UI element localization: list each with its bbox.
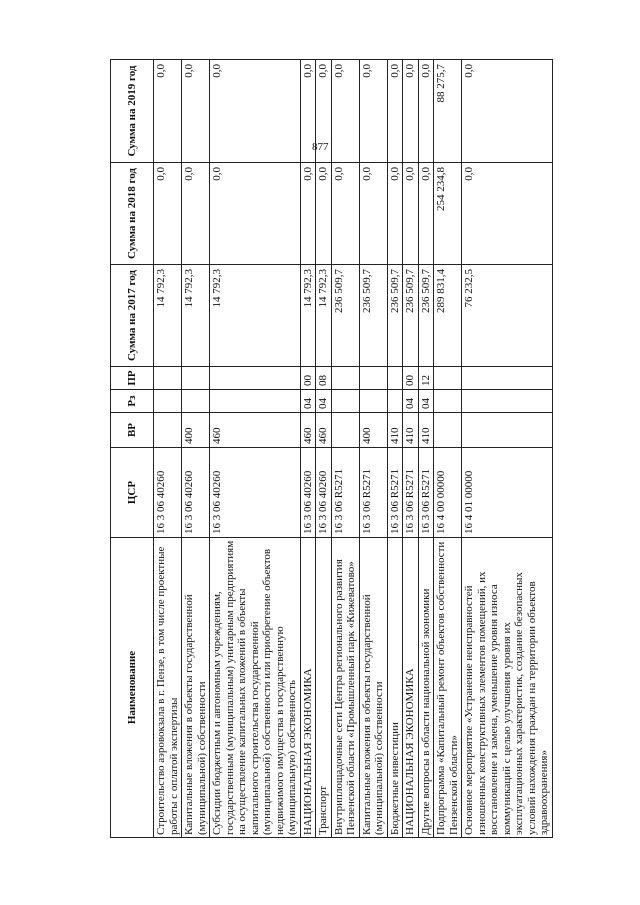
cell-pr: 00 <box>300 367 316 390</box>
header-csr: ЦСР <box>111 448 154 538</box>
table-row <box>316 60 332 838</box>
cell-sum-2019: 0,0 <box>387 60 403 163</box>
cell-csr: 16 3 06 40260 <box>182 448 210 538</box>
cell-sum-2017: 236 509,7 <box>418 265 434 367</box>
cell-sum-2019: 0,0 <box>403 60 419 163</box>
cell-rz <box>210 390 301 413</box>
header-rz: Рз <box>111 390 154 413</box>
cell-rz: 04 <box>300 390 316 413</box>
cell-sum-2018: 0,0 <box>316 163 332 265</box>
cell-sum-2017: 14 792,3 <box>300 265 316 367</box>
cell-sum-2017: 289 831,4 <box>434 265 462 367</box>
cell-pr <box>462 367 553 390</box>
header-pr: ПР <box>111 367 154 390</box>
cell-pr <box>182 367 210 390</box>
table-row <box>403 60 419 838</box>
cell-sum-2017: 76 232,5 <box>462 265 553 367</box>
cell-sum-2018: 0,0 <box>403 163 419 265</box>
cell-name: Подпрограмма «Капитальный ремонт объектов собственности Пензенской области» <box>434 538 462 838</box>
cell-sum-2017: 14 792,3 <box>210 265 301 367</box>
cell-sum-2018: 254 234,8 <box>434 163 462 265</box>
cell-rz <box>434 390 462 413</box>
cell-name: Транспорт <box>316 538 332 838</box>
cell-csr: 16 3 06 R5271 <box>331 448 359 538</box>
cell-name: Капитальные вложения в объекты государственной (муниципальной) собственности <box>182 538 210 838</box>
cell-sum-2017: 14 792,3 <box>182 265 210 367</box>
cell-sum-2017: 236 509,7 <box>387 265 403 367</box>
cell-name: Субсидии бюджетным и автономным учреждениям, государственным (муниципальным) унитарным предприятиям на осуществление капитальных вложений в объекты капитального строительства государственной (муниципальной) собственности или приобретение объектов недвижимого имущества в государственную (муниципальную) собственность <box>210 538 301 838</box>
cell-sum-2017: 236 509,7 <box>403 265 419 367</box>
cell-csr: 16 3 06 R5271 <box>403 448 419 538</box>
cell-sum-2018: 0,0 <box>182 163 210 265</box>
cell-sum-2018: 0,0 <box>418 163 434 265</box>
cell-name: Бюджетные инвестиции <box>387 538 403 838</box>
cell-rz <box>154 390 182 413</box>
table-row <box>359 60 387 838</box>
cell-name: Внутриплощадочные сети Центра регионального развития Пензенской области «Промышленный парк «Кижеватово» <box>331 538 359 838</box>
cell-sum-2018: 0,0 <box>300 163 316 265</box>
cell-pr <box>154 367 182 390</box>
cell-csr: 16 4 00 00000 <box>434 448 462 538</box>
cell-rz: 04 <box>316 390 332 413</box>
table-row <box>418 60 434 838</box>
table-row <box>331 60 359 838</box>
cell-csr: 16 3 06 40260 <box>316 448 332 538</box>
header-sum-2018: Сумма на 2018 год <box>111 163 154 265</box>
cell-rz: 04 <box>418 390 434 413</box>
cell-vr: 400 <box>182 413 210 448</box>
cell-csr: 16 3 06 40260 <box>300 448 316 538</box>
cell-sum-2018: 0,0 <box>210 163 301 265</box>
cell-pr: 08 <box>316 367 332 390</box>
table-row <box>154 60 182 838</box>
header-sum-2019: Сумма на 2019 год <box>111 60 154 163</box>
cell-rz: 04 <box>403 390 419 413</box>
cell-name: Строительство аэровокзала в г. Пензе, в том числе проектные работы с оплатой экспертизы <box>154 538 182 838</box>
cell-vr: 460 <box>300 413 316 448</box>
table-header-row <box>111 60 154 838</box>
cell-pr <box>210 367 301 390</box>
cell-sum-2017: 236 509,7 <box>359 265 387 367</box>
cell-pr <box>359 367 387 390</box>
table-row <box>434 60 462 838</box>
cell-csr: 16 3 06 40260 <box>154 448 182 538</box>
cell-pr <box>387 367 403 390</box>
cell-sum-2017: 14 792,3 <box>154 265 182 367</box>
cell-name: Капитальные вложения в объекты государственной (муниципальной) собственности <box>359 538 387 838</box>
cell-vr: 410 <box>403 413 419 448</box>
table-row <box>387 60 403 838</box>
cell-vr <box>331 413 359 448</box>
cell-sum-2019: 0,0 <box>154 60 182 163</box>
cell-sum-2019: 0,0 <box>418 60 434 163</box>
table-row <box>182 60 210 838</box>
cell-csr: 16 3 06 R5271 <box>418 448 434 538</box>
cell-sum-2018: 0,0 <box>359 163 387 265</box>
header-name: Наименование <box>111 538 154 838</box>
cell-vr <box>434 413 462 448</box>
page-number: 877 <box>312 141 329 153</box>
cell-csr: 16 4 01 00000 <box>462 448 553 538</box>
cell-vr <box>154 413 182 448</box>
cell-sum-2019: 88 275,7 <box>434 60 462 163</box>
header-sum-2017: Сумма на 2017 год <box>111 265 154 367</box>
cell-csr: 16 3 06 40260 <box>210 448 301 538</box>
cell-vr: 460 <box>210 413 301 448</box>
cell-rz <box>387 390 403 413</box>
table-row <box>210 60 301 838</box>
cell-sum-2018: 0,0 <box>462 163 553 265</box>
cell-rz <box>182 390 210 413</box>
cell-sum-2017: 236 509,7 <box>331 265 359 367</box>
cell-pr: 12 <box>418 367 434 390</box>
cell-vr: 400 <box>359 413 387 448</box>
table-row <box>462 60 553 838</box>
cell-sum-2018: 0,0 <box>331 163 359 265</box>
cell-csr: 16 3 06 R5271 <box>359 448 387 538</box>
cell-sum-2019: 0,0 <box>462 60 553 163</box>
cell-sum-2019: 0,0 <box>316 60 332 163</box>
cell-pr <box>331 367 359 390</box>
cell-sum-2017: 14 792,3 <box>316 265 332 367</box>
cell-sum-2018: 0,0 <box>154 163 182 265</box>
cell-rz <box>331 390 359 413</box>
cell-name: Другие вопросы в области национальной экономики <box>418 538 434 838</box>
rotated-table-wrapper <box>110 60 640 838</box>
cell-sum-2019: 0,0 <box>182 60 210 163</box>
cell-rz <box>462 390 553 413</box>
cell-pr <box>434 367 462 390</box>
table-row <box>300 60 316 838</box>
cell-sum-2019: 0,0 <box>300 60 316 163</box>
cell-sum-2019: 0,0 <box>359 60 387 163</box>
budget-table <box>110 59 553 838</box>
cell-sum-2018: 0,0 <box>387 163 403 265</box>
cell-rz <box>359 390 387 413</box>
cell-name: НАЦИОНАЛЬНАЯ ЭКОНОМИКА <box>300 538 316 838</box>
cell-vr <box>462 413 553 448</box>
cell-vr: 460 <box>316 413 332 448</box>
cell-name: НАЦИОНАЛЬНАЯ ЭКОНОМИКА <box>403 538 419 838</box>
header-vr: ВР <box>111 413 154 448</box>
cell-pr: 00 <box>403 367 419 390</box>
cell-sum-2019: 0,0 <box>210 60 301 163</box>
cell-csr: 16 3 06 R5271 <box>387 448 403 538</box>
cell-name: Основное мероприятие «Устранение неисправностей изношенных конструктивных элементов помещений, их восстановление и замена, уменьшение уровня износа коммуникаций с целью улучшения уровня их эксплуатационных характеристик, создание безопасных условий нахождения граждан на территории объектов здравоохранения» <box>462 538 553 838</box>
cell-vr: 410 <box>387 413 403 448</box>
cell-sum-2019: 0,0 <box>331 60 359 163</box>
cell-vr: 410 <box>418 413 434 448</box>
